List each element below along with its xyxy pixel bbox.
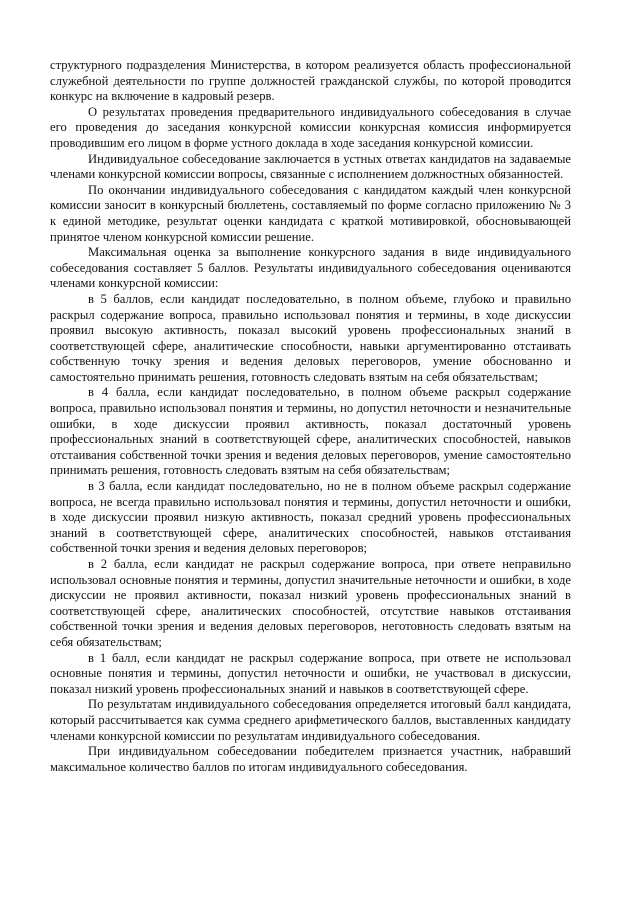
list-item-score-4: в 4 балла, если кандидат последовательно, в полном объеме раскрыл содержание вопроса, правильно использовал понятия и термины, но допустил неточности и незначительные ошибки, в ходе дискуссии проявил активность, показал достаточный уровень профессиональных знаний в соответствующей сфере, аналитических способностей, навыков отстаивания собственной точки зрения и ведения деловых переговоров, умение самостоятельно принимать решения, готовность следовать взятым на себя обязательствам; (50, 385, 571, 478)
paragraph-preliminary-interview: О результатах проведения предварительного индивидуального собеседования в случае его проведения до заседания конкурсной комиссии конкурсная комиссия информируется проводившим его лицом в форме устного доклада в ходе заседания конкурсной комиссии. (50, 104, 571, 150)
paragraph-ballot: По окончании индивидуального собеседования с кандидатом каждый член конкурсной комиссии заносит в конкурсный бюллетень, составляемый по форме согласно приложению № 3 к единой методике, результат оценки кандидата с краткой мотивировкой, обосновывающей принятое членом конкурсной комиссии решение. (50, 182, 571, 244)
document-page (50, 58, 571, 775)
paragraph-interview-definition: Индивидуальное собеседование заключается в устных ответах кандидатов на задаваемые членами конкурсной комиссии вопросы, связанные с исполнением должностных обязанностей. (50, 151, 571, 182)
list-item-score-1: в 1 балл, если кандидат не раскрыл содержание вопроса, при ответе не использовал основные понятия и термины, допустил неточности и ошибки, не участвовал в дискуссии, показал низкий уровень профессиональных знаний и навыков в соответствующей сфере. (50, 650, 571, 696)
paragraph-final-score: По результатам индивидуального собеседования определяется итоговый балл кандидата, который рассчитывается как сумма среднего арифметического баллов, выставленных кандидату членами конкурсной комиссии по результатам индивидуального собеседования. (50, 697, 571, 743)
paragraph-continuation: структурного подразделения Министерства, в котором реализуется область профессиональной служебной деятельности по группе должностей гражданской службы, по которой проводится конкурс на включение в кадровый резерв. (50, 58, 571, 104)
paragraph-winner: При индивидуальном собеседовании победителем признается участник, набравший максимальное количество баллов по итогам индивидуального собеседования. (50, 744, 571, 774)
paragraph-max-score: Максимальная оценка за выполнение конкурсного задания в виде индивидуального собеседования составляет 5 баллов. Результаты индивидуального собеседования оцениваются членами конкурсной комиссии: (50, 245, 571, 291)
list-item-score-3: в 3 балла, если кандидат последовательно, но не в полном объеме раскрыл содержание вопроса, не всегда правильно использовал понятия и термины, допустил неточности и ошибки, в ходе дискуссии проявил низкую активность, показал средний уровень профессиональных знаний в соответствующей сфере, аналитических способностей, навыков отстаивания собственной точки зрения и ведения деловых переговоров; (50, 479, 571, 556)
list-item-score-2: в 2 балла, если кандидат не раскрыл содержание вопроса, при ответе неправильно использовал основные понятия и термины, допустил значительные неточности и ошибки, в ходе дискуссии не проявил активности, показал низкий уровень профессиональных знаний в соответствующей сфере, аналитических способностей, отсутствие навыков отстаивания собственной точки зрения и ведения деловых переговоров, неготовность следовать взятым на себя обязательствам; (50, 557, 571, 649)
list-item-score-5: в 5 баллов, если кандидат последовательно, в полном объеме, глубоко и правильно раскрыл содержание вопроса, правильно использовал понятия и термины, в ходе дискуссии проявил высокую активность, показал высокий уровень профессиональных знаний в соответствующей сфере, аналитические способности, навыки аргументированно отстаивать собственную точку зрения и ведения деловых переговоров, умение обоснованно и самостоятельно принимать решения, готовность следовать взятым на себя обязательствам; (50, 291, 571, 384)
